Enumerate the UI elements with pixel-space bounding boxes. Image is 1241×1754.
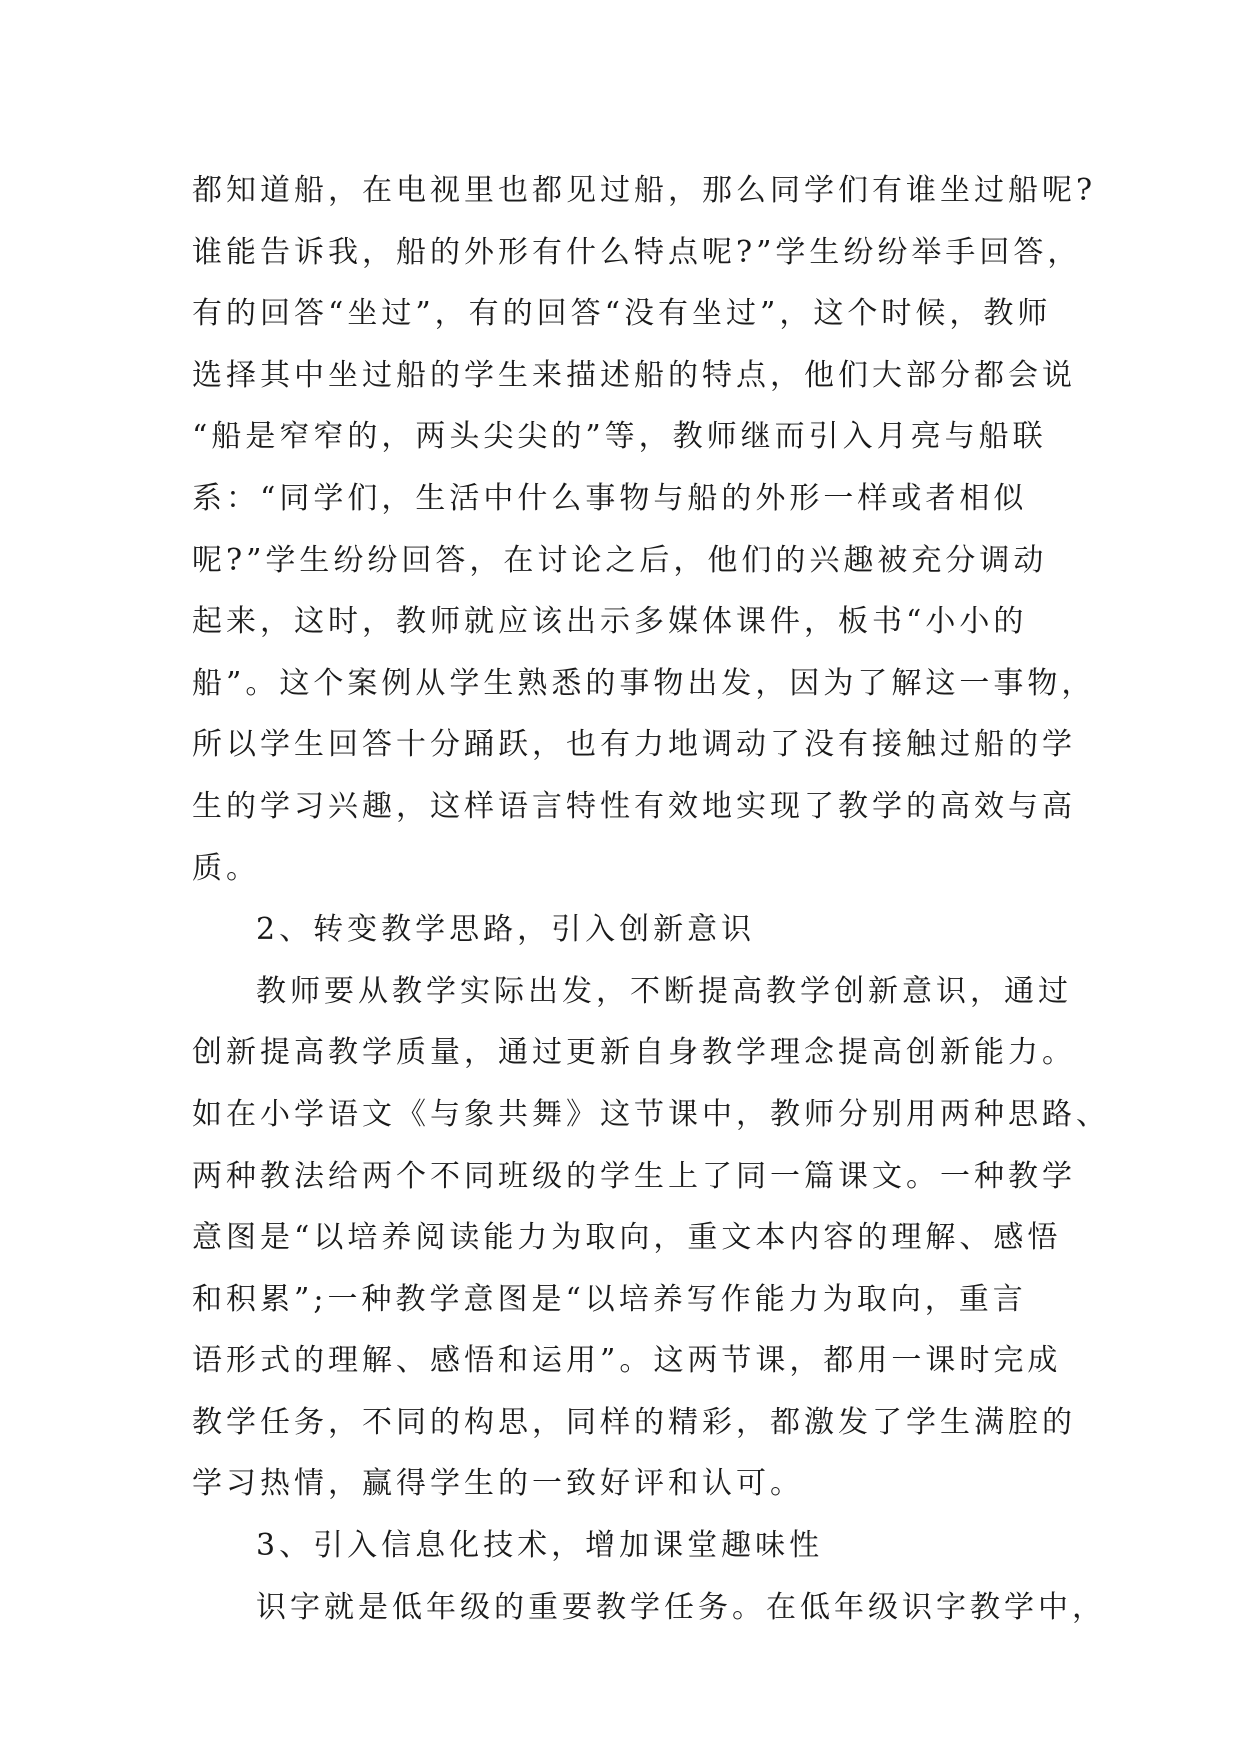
section-heading: 2、转变教学思路，引入创新意识 (256, 912, 756, 948)
text-line: 意图是“以培养阅读能力为取向，重文本内容的理解、感悟 (192, 1220, 1062, 1256)
text-line: 如在小学语文《与象共舞》这节课中，教师分别用两种思路、 (192, 1096, 1110, 1132)
text-line: 船”。这个案例从学生熟悉的事物出发，因为了解这一事物， (192, 665, 1096, 701)
text-line: 有的回答“坐过”，有的回答“没有坐过”，这个时候，教师 (192, 296, 1052, 332)
text-line: 所以学生回答十分踊跃，也有力地调动了没有接触过船的学 (192, 727, 1076, 763)
section-heading: 3、引入信息化技术，增加课堂趣味性 (256, 1528, 824, 1564)
text-line: 质。 (192, 850, 260, 886)
text-line: 选择其中坐过船的学生来描述船的特点，他们大部分都会说 (192, 357, 1076, 393)
text-line: 都知道船，在电视里也都见过船，那么同学们有谁坐过船呢? (192, 173, 1097, 208)
text-line: “船是窄窄的，两头尖尖的”等，教师继而引入月亮与船联 (192, 419, 1047, 455)
text-line: 系：“同学们，生活中什么事物与船的外形一样或者相似 (192, 480, 1028, 516)
text-line: 起来，这时，教师就应该出示多媒体课件，板书“小小的 (192, 604, 1028, 640)
paragraph-first-line: 识字就是低年级的重要教学任务。在低年级识字教学中， (256, 1589, 1106, 1625)
text-line: 谁能告诉我，船的外形有什么特点呢?”学生纷纷举手回答， (192, 234, 1082, 270)
text-line: 生的学习兴趣，这样语言特性有效地实现了教学的高效与高 (192, 788, 1076, 824)
paragraph-first-line: 教师要从教学实际出发，不断提高教学创新意识，通过 (256, 973, 1072, 1009)
text-line: 创新提高教学质量，通过更新自身教学理念提高创新能力。 (192, 1035, 1076, 1071)
text-line: 教学任务，不同的构思，同样的精彩，都激发了学生满腔的 (192, 1404, 1076, 1440)
text-line: 学习热情，赢得学生的一致好评和认可。 (192, 1466, 804, 1502)
text-line: 和积累”;一种教学意图是“以培养写作能力为取向，重言 (192, 1281, 1027, 1317)
text-line: 语形式的理解、感悟和运用”。这两节课，都用一课时完成 (192, 1343, 1062, 1379)
body-text (192, 160, 1110, 1638)
text-line: 呢?”学生纷纷回答，在讨论之后，他们的兴趣被充分调动 (192, 542, 1048, 578)
text-line: 两种教法给两个不同班级的学生上了同一篇课文。一种教学 (192, 1158, 1076, 1194)
